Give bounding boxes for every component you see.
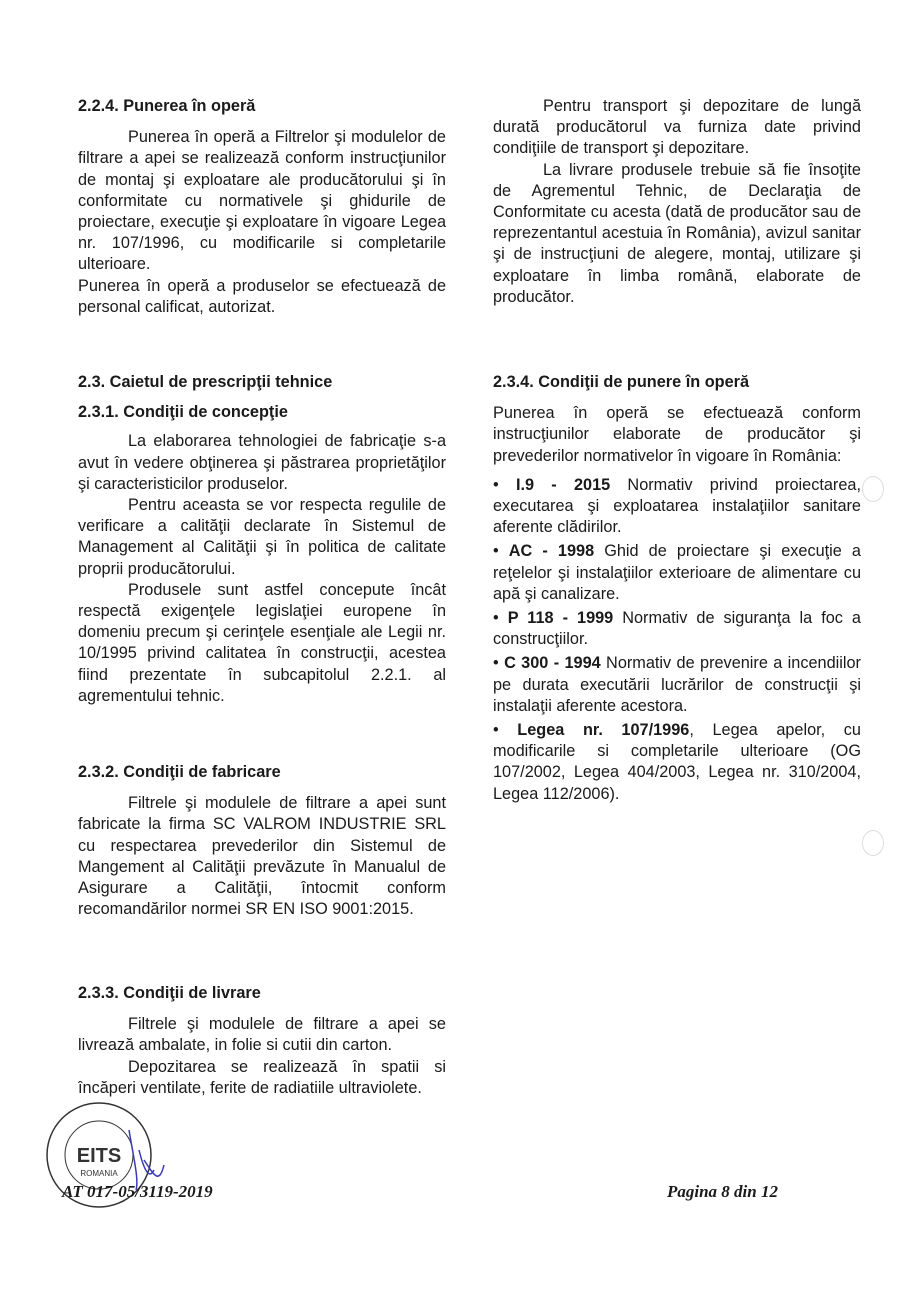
- section-title: 2.2.4. Punerea în operă: [78, 97, 256, 115]
- regulation-list: [493, 475, 861, 805]
- paragraph: La elaborarea tehnologiei de fabricaţie s-a avut în vedere obţinerea şi păstrarea proprietăţilor şi caracteristicilor produselor.: [78, 432, 446, 493]
- svg-text:EITS: EITS: [76, 1145, 122, 1167]
- regulation-text: , Legea apelor, cu modificarile si completarile ulterioare (OG 107/2002, Legea 404/2003, Legea nr. 310/2004, Legea 112/2006).: [493, 721, 861, 803]
- subsection-title: 2.3.2. Condiţii de fabricare: [78, 763, 281, 781]
- regulation-code: Legea nr. 107/1996: [517, 721, 690, 740]
- right-column-intro: [493, 96, 861, 308]
- regulation-item: [493, 475, 861, 539]
- regulation-text: Normativ de prevenire a incendiilor pe durata executării lucrărilor de construcţii şi instalaţii aferente acestora.: [493, 654, 861, 715]
- regulation-text: Ghid de proiectare şi execuţie a reţelelor şi instalaţiilor exterioare de alimentare cu apă şi canalizare.: [493, 542, 861, 603]
- regulation-code: P 118 - 1999: [507, 609, 614, 628]
- svg-text:ROMANIA: ROMANIA: [80, 1169, 118, 1178]
- paragraph: La livrare produsele trebuie să fie însoţite de Agrementul Tehnic, de Declaraţia de Conformitate cu acesta (dată de producător sau de reprezentantul acestuia în România), avizul sanitar şi de instrucţiuni de alegere, montaj, utilizare şi exploatare în limba română, elaborate de producător.: [493, 160, 861, 306]
- regulation-code: I.9 - 2015: [515, 475, 611, 494]
- regulation-code: AC - 1998: [508, 542, 595, 561]
- section-title: 2.3. Caietul de prescripţii tehnice: [78, 373, 333, 391]
- bullet-icon: •: [493, 475, 516, 494]
- paragraph: Produsele sunt astfel concepute încât respectă exigenţele legislaţiei europene în domeniu precum şi cerinţele esenţiale ale Legii nr. 10/1995 privind calitatea în construcţii, acestea fiind prezentate în subcapitolul 2.2.1. al agrementului tehnic.: [78, 580, 446, 705]
- section-2-3-3: [78, 983, 446, 1099]
- section-2-3: [78, 372, 446, 707]
- paragraph: Punerea în operă a produselor se efectuează de personal calificat, autorizat.: [78, 276, 446, 316]
- regulation-item: [493, 541, 861, 605]
- regulation-code: C 300 - 1994: [504, 654, 601, 673]
- section-2-3-2: [78, 762, 446, 920]
- paragraph: Filtrele şi modulele de filtrare a apei se livrează ambalate, in folie si cutii din carton.: [78, 1015, 446, 1055]
- punch-hole: [862, 830, 884, 856]
- paragraph: Punerea în operă se efectuează conform instrucţiunilor elaborate de producător şi prevederilor normativelor în vigoare în România:: [493, 404, 861, 465]
- paragraph: Pentru aceasta se vor respecta regulile de verificare a calităţii declarate în Sistemul de Management al Calităţii şi în politica de calitate proprii producătorului.: [78, 496, 446, 578]
- regulation-item: [493, 608, 861, 650]
- regulation-text: Normativ privind proiectarea, executarea şi exploatarea instalaţiilor sanitare aferente clădirilor.: [493, 475, 861, 537]
- subsection-title: 2.3.3. Condiţii de livrare: [78, 984, 261, 1002]
- regulation-item: [493, 653, 861, 717]
- regulation-item: [493, 720, 861, 805]
- document-code: AT 017-05/3119-2019: [62, 1182, 213, 1201]
- subsection-title: 2.3.4. Condiţii de punere în operă: [493, 373, 750, 391]
- section-2-3-4: [493, 372, 861, 808]
- regulation-text: Normativ de siguranţa la foc a construcţiilor.: [493, 609, 861, 649]
- subsection-title: 2.3.1. Condiţii de concepţie: [78, 403, 288, 422]
- bullet-icon: •: [493, 542, 509, 561]
- paragraph: Depozitarea se realizează în spatii si încăperi ventilate, ferite de radiatiile ultraviolete.: [78, 1057, 446, 1097]
- paragraph: Punerea în operă a Filtrelor şi modulelor de filtrare a apei se realizează conform instrucţiunilor de montaj şi exploatare ale producătorului şi în conformitate cu normativele şi ghidurile de proiectare, execuţie şi exploatare în vigoare Legea nr. 107/1996, cu modificarile si completarile ulterioare.: [78, 128, 446, 274]
- paragraph: Filtrele şi modulele de filtrare a apei sunt fabricate la firma SC VALROM INDUSTRIE SRL cu respectarea prevederilor din Sistemul de Mangement al Calităţii prevăzute în Manualul de Asigurare a Calităţii, întocmit conform recomandărilor normei SR EN ISO 9001:2015.: [78, 794, 446, 919]
- bullet-icon: •: [493, 721, 518, 740]
- punch-hole: [862, 476, 884, 502]
- page-number: Pagina 8 din 12: [667, 1182, 778, 1201]
- bullet-icon: •: [493, 654, 505, 673]
- bullet-icon: •: [493, 609, 508, 628]
- section-2-2-4: [78, 96, 446, 318]
- paragraph: Pentru transport şi depozitare de lungă durată producătorul va furniza date privind condiţiile de transport şi depozitare.: [493, 97, 861, 158]
